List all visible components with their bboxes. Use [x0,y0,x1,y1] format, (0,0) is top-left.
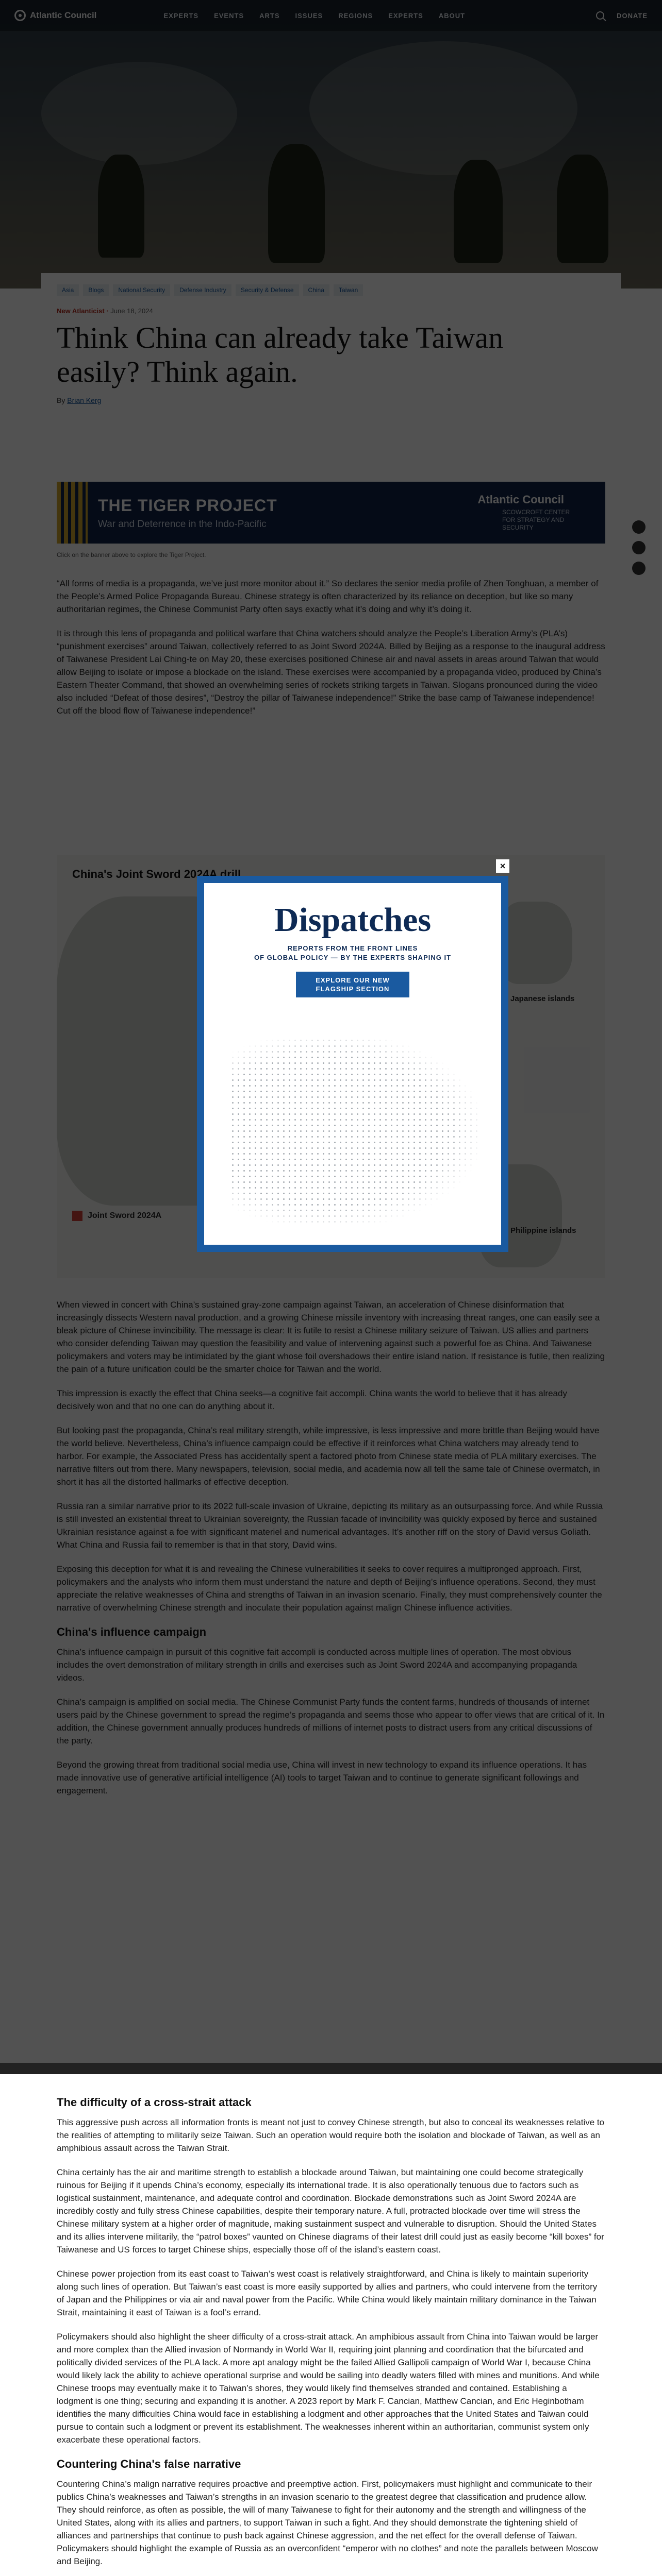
overlay-bar [0,2063,662,2074]
close-icon[interactable]: × [496,859,509,873]
paragraph: Countering China’s malign narrative requires proactive and preemptive action. First, policymakers must highlight and communicate to their publics China’s weaknesses and Taiwan’s strengths in an invasion scenario to the greatest degree that classification and prudence allow. They should reinforce, as often as possible, the will of many Taiwanese to fight for their autonomy and the strength and willingness of the United States, along with its allies and partners, to support Taiwan in such a fight. And they should demonstrate the tightening shield of alliances and partnerships that continue to push back against Chinese aggression, and the net effect for the overall defense of Taiwan. Policymakers should highlight the example of Russia as an overconfident “emperor with no clothes” and note the parallels between Moscow and Beijing. [57,2479,598,2566]
paragraph: Policymakers should also highlight the sheer difficulty of a cross-strait attack. An amphibious assault from China into Taiwan would be larger and more complex than the Allied invasion of Normandy in World War II, requiring joint planning and coordination that the bifurcated and politically divided services of the PLA lack. A more apt analogy might be the failed Allied Gallipoli campaign of World War I, because China would likely lack the ability to achieve operational surprise and would be sailing into deadly waters filled with mines and munitions. And while Chinese troops may eventually make it to Taiwan’s shores, they would likely find themselves stranded and contained. Establishing a lodgment is one thing; securing and expanding it is another. A 2023 report by Mark F. Cancian, Matthew Cancian, and Eric Heginbotham identifies the many difficulties China would face in establishing a lodgment and other approaches that the United States and Taiwan could pursue to contain such a lodgment or prevent its establishment. The weaknesses inherent within an authoritarian, communist system only exacerbate these operational factors. [57,2332,600,2445]
popup-tagline-line: OF GLOBAL POLICY — BY THE EXPERTS SHAPING IT [254,954,452,961]
article-body-lower [57,2092,605,2576]
popup-tagline [204,944,501,962]
section-heading: The difficulty of a cross-strait attack [57,2096,252,2109]
popup-brand: Dispatches [274,901,432,939]
popup-tagline-line: REPORTS FROM THE FRONT LINES [287,944,418,952]
paragraph: China certainly has the air and maritime strength to establish a blockade around Taiwan, but maintaining one could become strategically ruinous for Beijing if it upends China’s economy, especially its international trade. It is also operationally tenuous due to factors such as logistical sustainment, maintenance, and adequate control and coordination. Blockade demonstrations such as Joint Sword 2024A are incredibly costly and fully stress Chinese capabilities, despite their temporary nature. A full, protracted blockade over time will stress the Chinese military system at a higher order of magnitude, making sustainment suspect and vulnerable to disruption. Should the United States and its allies intervene militarily, the “patrol boxes” vaunted on Chinese diagrams of their latest drill could just as easily become “kill boxes” for Taiwanese and US forces to target Chinese ships, especially those off of the island’s eastern coast. [57,2167,604,2255]
explore-button[interactable] [296,972,409,997]
explore-button-line: FLAGSHIP SECTION [316,985,390,993]
paragraph: This aggressive push across all information fronts is meant not just to convey Chinese strength, but also to conceal its weaknesses relative to the realities of attempting to militarily seize Taiwan. Such an operation would require both the isolation and blockade of Taiwan, as well as an amphibious assault across the Taiwan Strait. [57,2117,605,2153]
section-heading: Countering China's false narrative [57,2458,241,2470]
paragraph: Chinese power projection from its east coast to Taiwan’s west coast is relatively straightforward, and China is likely to maintain superiority along such lines of operation. But Taiwan’s east coast is more easily supported by allies and partners, who could intervene from the territory of Japan and the Philippines or via air and naval power from the Pacific. While China would likely maintain military dominance in the Taiwan Strait, maintaining it east of Taiwan is a fool’s errand. [57,2269,598,2317]
dispatches-popup [197,861,508,1252]
popup-dot-map-mask [225,1032,483,1228]
explore-button-line: EXPLORE OUR NEW [316,976,390,984]
